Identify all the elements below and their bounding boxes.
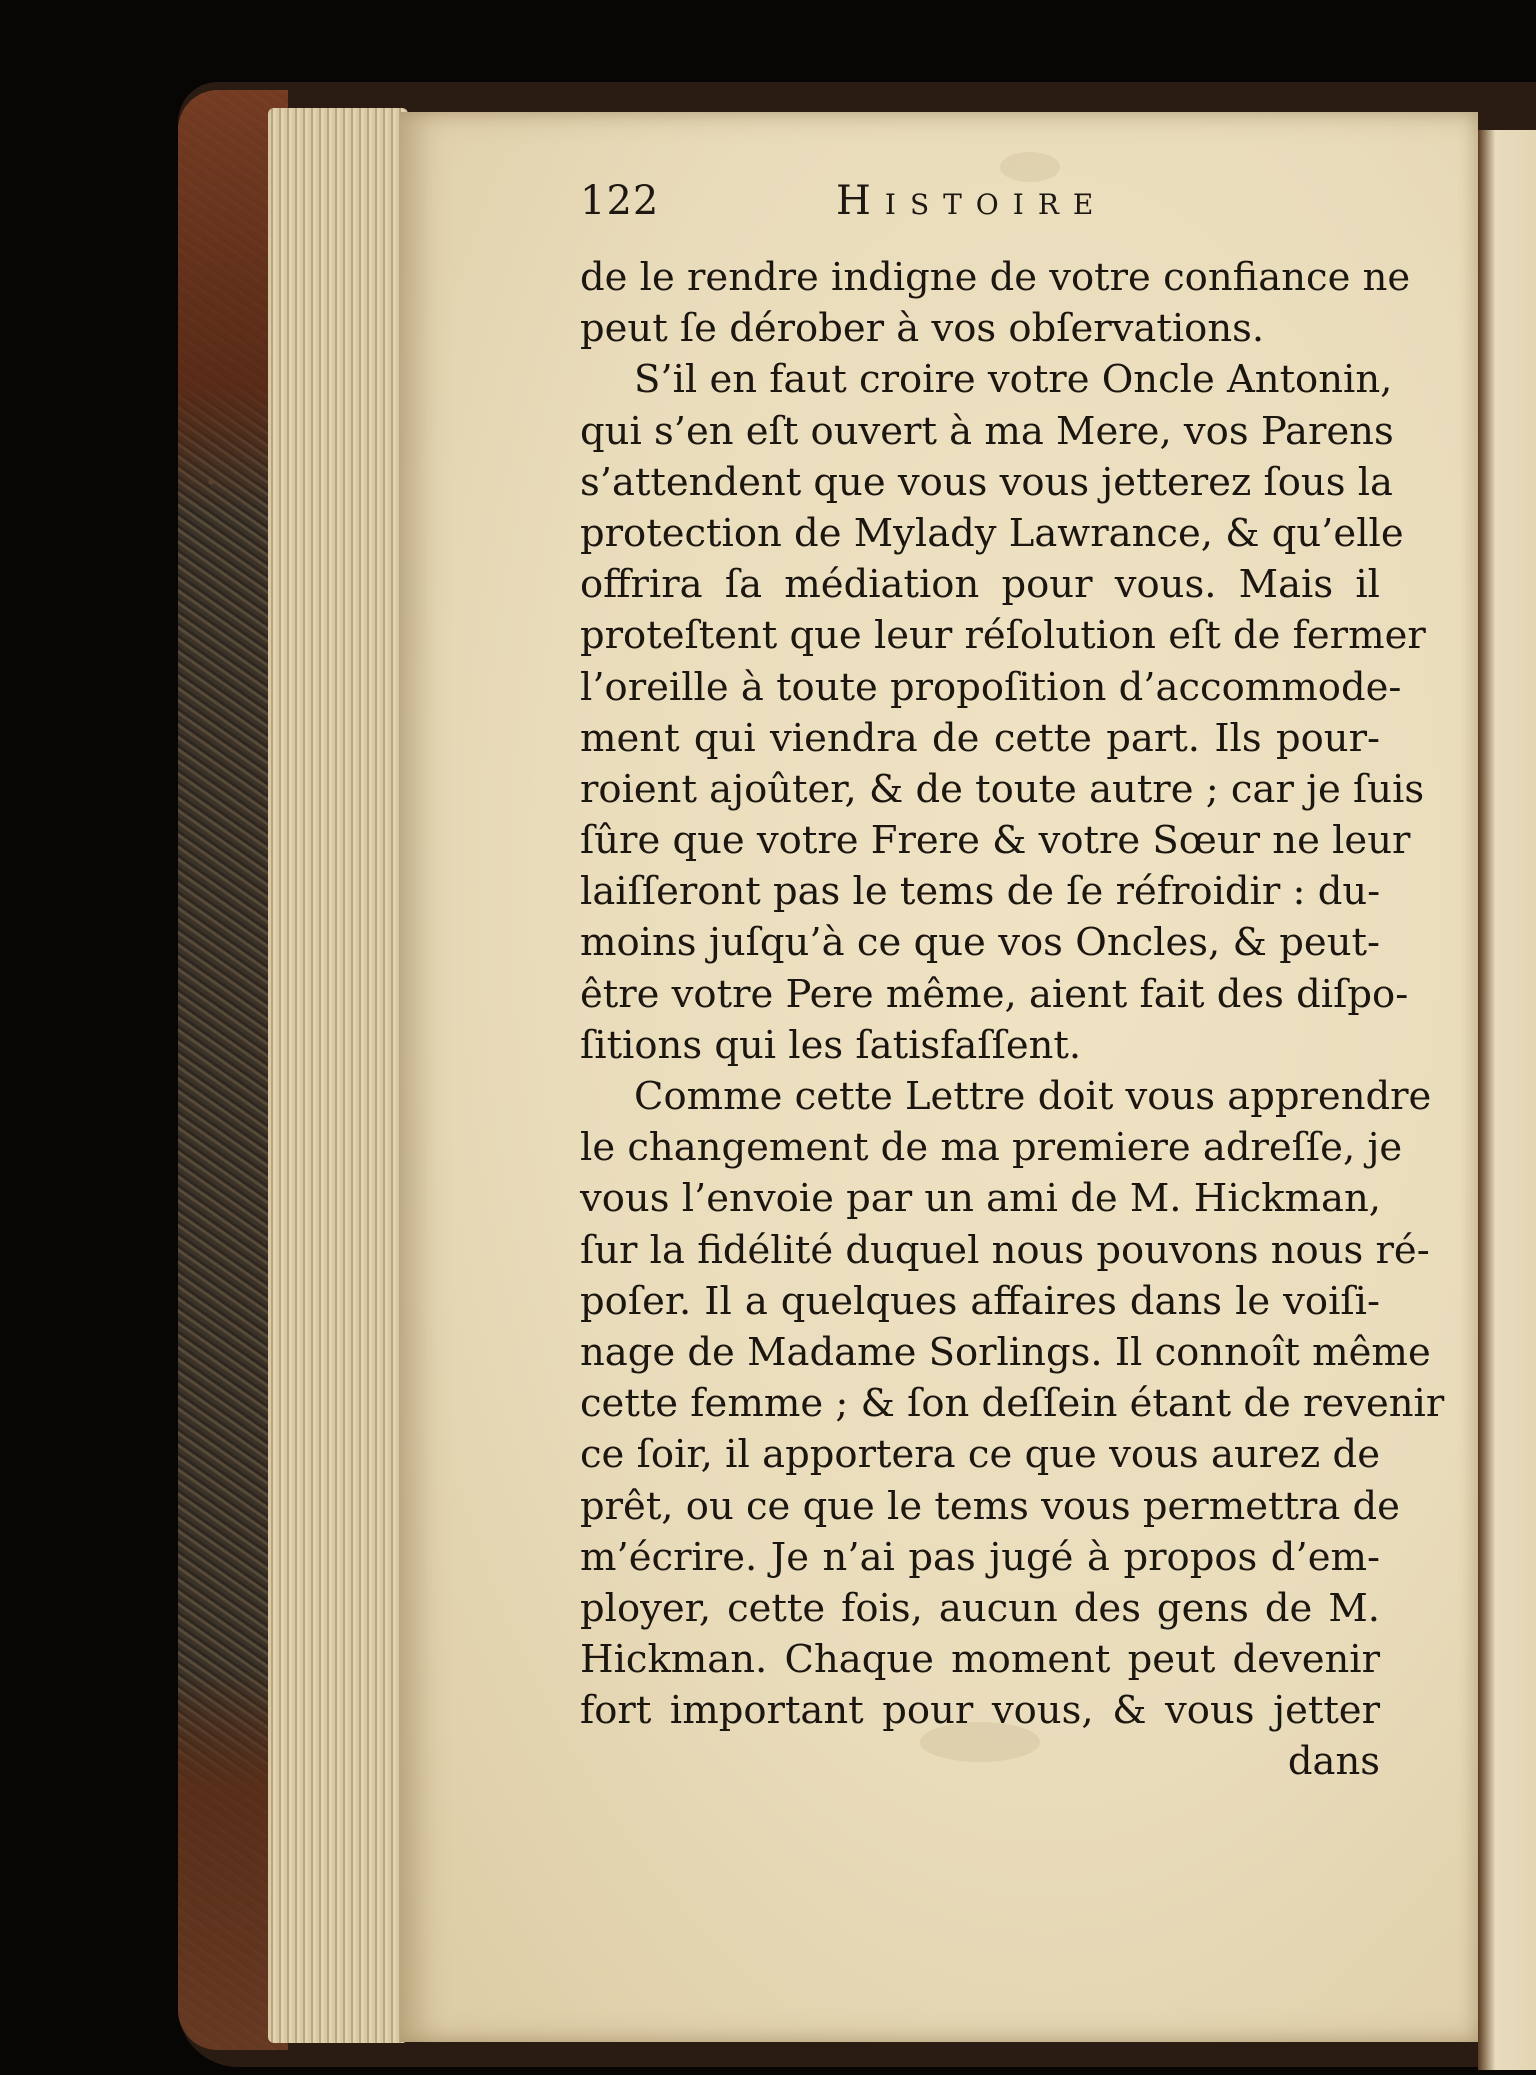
text-line: l’oreille à toute propoſition d’accommode- bbox=[580, 664, 1402, 710]
text-line: ce ſoir, il apportera ce que vous aurez de bbox=[580, 1432, 1380, 1478]
text-line: ment qui viendra de cette part. Ils pour- bbox=[580, 715, 1380, 761]
facing-page-edge bbox=[1478, 130, 1536, 2070]
text-line: ployer, cette fois, aucun des gens de M. bbox=[580, 1585, 1380, 1631]
text-line: laiſſeront pas le tems de ſe réfroidir : du- bbox=[580, 869, 1381, 915]
text-line: le changement de ma premiere adreſſe, je bbox=[580, 1125, 1403, 1171]
text-line: Hickman. Chaque moment peut devenir bbox=[580, 1637, 1380, 1683]
text-line: moins juſqu’à ce que vos Oncles, & peut- bbox=[580, 920, 1380, 966]
page-header bbox=[580, 178, 1380, 238]
text-line: prêt, ou ce que le tems vous permettra de bbox=[580, 1483, 1400, 1529]
text-line: de le rendre indigne de votre confiance ne bbox=[580, 255, 1411, 300]
text-line: Comme cette Lettre doit vous apprendre bbox=[634, 1074, 1432, 1119]
page-text bbox=[580, 252, 1445, 1788]
text-line: s’attendent que vous vous jetterez ſous la bbox=[580, 459, 1393, 505]
text-line: offrira ſa médiation pour vous. Mais il bbox=[580, 562, 1380, 608]
text-line: cette femme ; & ſon deſſein étant de revenir bbox=[580, 1381, 1445, 1427]
text-line: ſitions qui les ſatisfaſſent. bbox=[580, 1022, 1082, 1068]
text-line: fort important pour vous, & vous jetter bbox=[580, 1688, 1380, 1734]
text-line: être votre Pere même, aient fait des diſpo- bbox=[580, 971, 1409, 1017]
text-line: ſur la fidélité duquel nous pouvons nous ré- bbox=[580, 1227, 1430, 1273]
text-line: peut ſe dérober à vos obſervations. bbox=[580, 306, 1265, 352]
text-line: nage de Madame Sorlings. Il connoît même bbox=[580, 1329, 1431, 1375]
text-line: m’écrire. Je n’ai pas jugé à propos d’em- bbox=[580, 1534, 1380, 1580]
page-number: 122 bbox=[580, 178, 660, 224]
text-line: protection de Mylady Lawrance, & qu’elle bbox=[580, 510, 1404, 556]
text-line: ſûre que votre Frere & votre Sœur ne leur bbox=[580, 818, 1411, 864]
page-edges bbox=[268, 108, 408, 2043]
text-line: roient ajoûter, & de toute autre ; car je ſuis bbox=[580, 766, 1425, 812]
text-line: proteſtent que leur réſolution eſt de fermer bbox=[580, 613, 1426, 659]
text-line: qui s’en eſt ouvert à ma Mere, vos Parens bbox=[580, 408, 1394, 454]
text-line: S’il en faut croire votre Oncle Antonin, bbox=[634, 357, 1393, 403]
text-line: vous l’envoie par un ami de M. Hickman, bbox=[580, 1176, 1382, 1222]
running-head: Histoire bbox=[836, 178, 1108, 224]
text-line: dans bbox=[1287, 1739, 1380, 1785]
text-line: poſer. Il a quelques affaires dans le voiſi- bbox=[580, 1278, 1380, 1324]
